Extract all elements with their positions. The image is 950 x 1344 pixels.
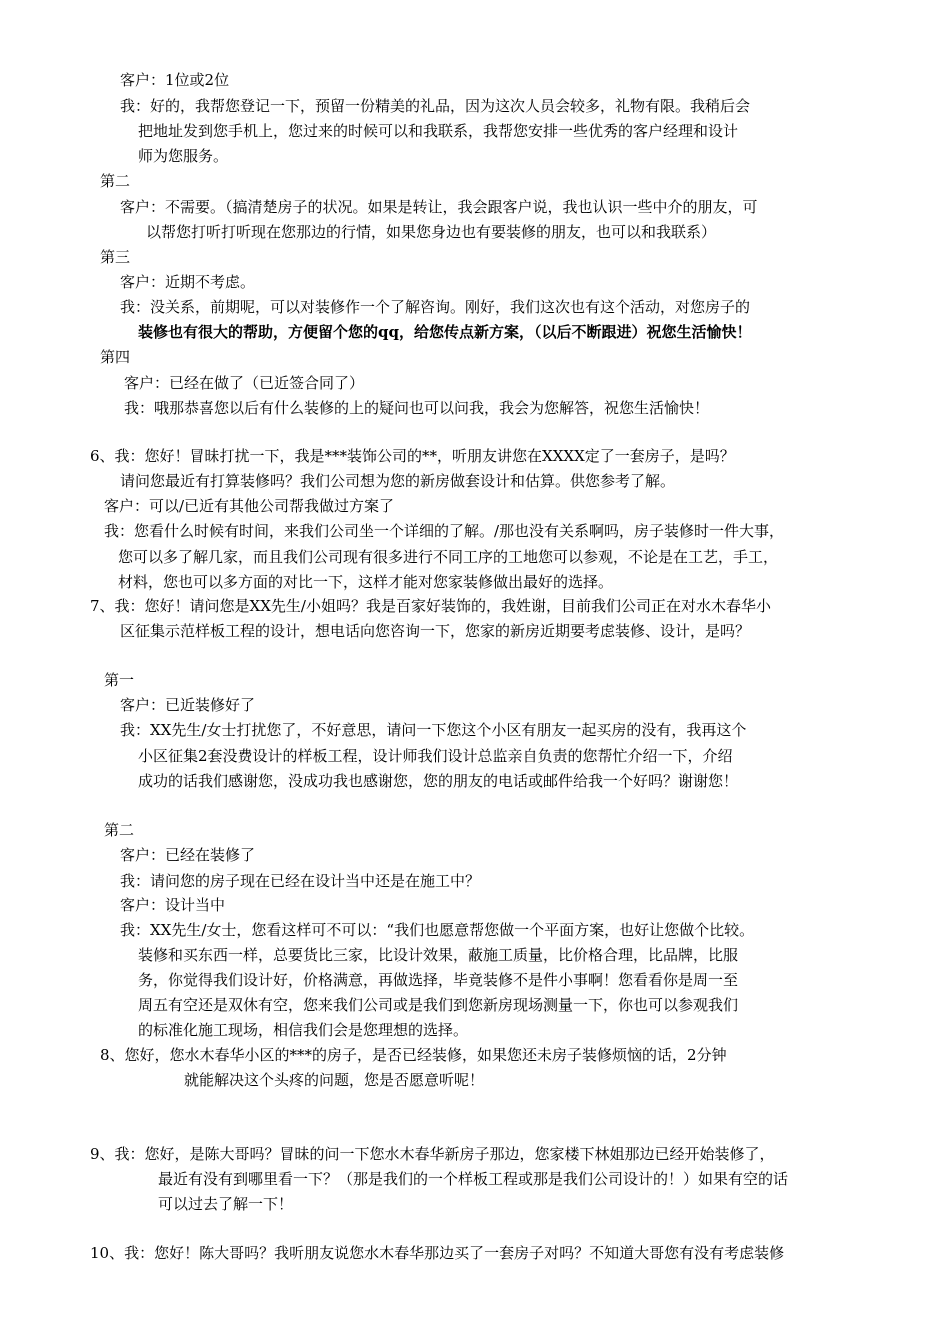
text-line: 区征集示范样板工程的设计，想电话向您咨询一下，您家的新房近期要考虑装修、设计，是吗？ — [120, 622, 751, 640]
text-line: 我：没关系，前期呢，可以对装修作一个了解咨询。刚好，我们这次也有这个活动，对您房子的 — [120, 298, 751, 316]
text-line: 把地址发到您手机上，您过来的时候可以和我联系，我帮您安排一些优秀的客户经理和设计 — [138, 122, 739, 140]
text-line: 7、我：您好！请问您是XX先生/小姐吗？我是百家好装饰的，我姓谢，目前我们公司正在对水木春华小 — [90, 597, 771, 615]
text-line: 9、我：您好，是陈大哥吗？冒昧的问一下您水木春华新房子那边，您家楼下林姐那边已经开始装修了， — [90, 1145, 775, 1163]
text-line: 我：您看什么时候有时间，来我们公司坐一个详细的了解。/那也没有关系啊吗，房子装修时一件大事， — [104, 522, 785, 540]
text-line: 客户：已经在做了（已近签合同了） — [124, 374, 365, 392]
text-line: 客户：近期不考虑。 — [120, 273, 256, 291]
section-heading: 第三 — [100, 248, 131, 266]
section-heading: 第一 — [104, 671, 135, 689]
text-line: 装修和买东西一样，总要货比三家，比设计效果，蔽施工质量，比价格合理，比品牌，比服 — [138, 946, 739, 964]
text-line: 客户：设计当中 — [120, 896, 226, 914]
text-line: 小区征集2套没费设计的样板工程，设计师我们设计总监亲自负责的您帮忙介绍一下，介绍 — [138, 747, 733, 765]
text-line: 我：请问您的房子现在已经在设计当中还是在施工中？ — [120, 872, 481, 890]
text-line: 以帮您打听打听现在您那边的行情，如果您身边也有要装修的朋友，也可以和我联系） — [146, 223, 717, 241]
text-line: 务，你觉得我们设计好，价格满意，再做选择，毕竟装修不是件小事啊！您看看你是周一至 — [138, 971, 739, 989]
section-heading: 第二 — [104, 821, 135, 839]
text-line: 周五有空还是双休有空，您来我们公司或是我们到您新房现场测量一下，你也可以参观我们 — [138, 996, 739, 1014]
text-line: 8、您好，您水木春华小区的***的房子，是否已经装修，如果您还未房子装修烦恼的话，2分钟 — [100, 1046, 727, 1064]
text-line: 装修也有很大的帮助，方便留个您的qq，给您传点新方案，（以后不断跟进）祝您生活愉快！ — [138, 323, 752, 341]
text-line: 我：XX先生/女士，您看这样可不可以：“我们也愿意帮您做一个平面方案，也好让您做个比较。 — [120, 921, 755, 939]
text-line: 我：哦那恭喜您以后有什么装修的上的疑问也可以问我，我会为您解答，祝您生活愉快！ — [124, 399, 710, 417]
text-line: 客户：1位或2位 — [120, 71, 230, 89]
text-line: 我：好的，我帮您登记一下，预留一份精美的礼品，因为这次人员会较多，礼物有限。我稍后会 — [120, 97, 751, 115]
text-line: 可以过去了解一下！ — [158, 1195, 294, 1213]
section-heading: 第四 — [100, 348, 131, 366]
text-line: 请问您最近有打算装修吗？我们公司想为您的新房做套设计和估算。供您参考了解。 — [120, 472, 676, 490]
text-line: 客户：可以/已近有其他公司帮我做过方案了 — [104, 497, 395, 515]
text-line: 我：XX先生/女士打扰您了，不好意思，请问一下您这个小区有朋友一起买房的没有，我再这个 — [120, 721, 747, 739]
text-line: 材料，您也可以多方面的对比一下，这样才能对您家装修做出最好的选择。 — [118, 573, 614, 591]
text-line: 最近有没有到哪里看一下？（那是我们的一个样板工程或那是我们公司设计的！）如果有空的话 — [158, 1170, 789, 1188]
text-line: 客户：不需要。（搞清楚房子的状况。如果是转让，我会跟客户说，我也认识一些中介的朋友，可 — [120, 198, 758, 216]
text-line: 就能解决这个头疼的问题，您是否愿意听呢！ — [184, 1071, 485, 1089]
text-line: 师为您服务。 — [138, 147, 229, 165]
text-line: 客户：已经在装修了 — [120, 846, 256, 864]
section-heading: 第二 — [100, 172, 131, 190]
text-line: 客户：已近装修好了 — [120, 696, 256, 714]
text-line: 您可以多了解几家，而且我们公司现有很多进行不同工序的工地您可以参观，不论是在工艺，手工， — [118, 548, 779, 566]
text-line: 6、我：您好！冒昧打扰一下，我是***装饰公司的**，听朋友讲您在XXXX定了一套房子，是吗？ — [90, 447, 735, 465]
text-line: 10、我：您好！陈大哥吗？我听朋友说您水木春华那边买了一套房子对吗？不知道大哥您有没有考虑装修 — [90, 1244, 785, 1262]
text-line: 的标准化施工现场，相信我们会是您理想的选择。 — [138, 1021, 469, 1039]
text-line: 成功的话我们感谢您，没成功我也感谢您，您的朋友的电话或邮件给我一个好吗？谢谢您！ — [138, 772, 739, 790]
